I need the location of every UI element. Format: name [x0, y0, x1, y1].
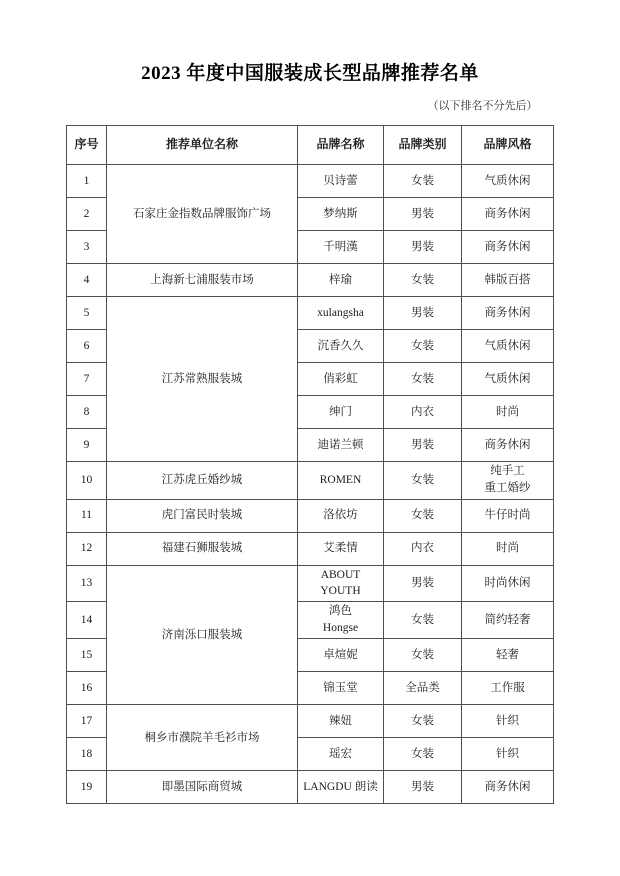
brand-line-1: 鸿色 [329, 604, 352, 617]
category-cell: 男装 [384, 297, 462, 330]
brand-cell: 锦玉堂 [298, 672, 384, 705]
category-cell: 女装 [384, 165, 462, 198]
serial-cell: 6 [67, 330, 107, 363]
style-cell: 针织 [462, 738, 554, 771]
serial-cell: 18 [67, 738, 107, 771]
brand-cell: ROMEN [298, 462, 384, 500]
category-cell: 男装 [384, 231, 462, 264]
unit-cell: 桐乡市濮院羊毛衫市场 [107, 705, 298, 771]
header-brand-name: 品牌名称 [298, 126, 384, 165]
style-cell: 工作服 [462, 672, 554, 705]
serial-cell: 11 [67, 499, 107, 532]
category-cell: 男装 [384, 429, 462, 462]
category-cell: 男装 [384, 198, 462, 231]
style-cell: 轻奢 [462, 639, 554, 672]
table-header-row [67, 126, 554, 165]
category-cell: 女装 [384, 499, 462, 532]
header-recommending-unit: 推荐单位名称 [107, 126, 298, 165]
brand-cell: 卓煊妮 [298, 639, 384, 672]
style-cell: 气质休闲 [462, 330, 554, 363]
serial-cell: 3 [67, 231, 107, 264]
brand-cell: 梦纳斯 [298, 198, 384, 231]
brand-cell: 迪诺兰顿 [298, 429, 384, 462]
brand-line-2: Hongse [322, 622, 359, 635]
serial-cell: 14 [67, 601, 107, 639]
table-row [67, 771, 554, 804]
style-cell: 气质休闲 [462, 363, 554, 396]
style-cell: 韩版百搭 [462, 264, 554, 297]
unit-cell: 福建石狮服装城 [107, 532, 298, 565]
brand-cell [298, 601, 384, 639]
style-line-2: 重工婚纱 [484, 482, 531, 495]
category-cell: 内衣 [384, 532, 462, 565]
header-brand-category: 品牌类别 [384, 126, 462, 165]
brand-cell: 沉香久久 [298, 330, 384, 363]
unit-cell: 济南泺口服装城 [107, 565, 298, 705]
category-cell: 全品类 [384, 672, 462, 705]
category-cell: 女装 [384, 705, 462, 738]
serial-cell: 12 [67, 532, 107, 565]
table-row [67, 705, 554, 738]
header-brand-style: 品牌风格 [462, 126, 554, 165]
style-cell: 商务休闲 [462, 771, 554, 804]
category-cell: 内衣 [384, 396, 462, 429]
category-cell: 男装 [384, 771, 462, 804]
style-cell: 牛仔时尚 [462, 499, 554, 532]
serial-cell: 19 [67, 771, 107, 804]
serial-cell: 8 [67, 396, 107, 429]
brand-cell: ABOUT YOUTH [298, 565, 384, 601]
brand-cell: 洛依坊 [298, 499, 384, 532]
unit-cell: 虎门富民时装城 [107, 499, 298, 532]
category-cell: 女装 [384, 639, 462, 672]
category-cell: 男装 [384, 565, 462, 601]
brand-cell: 绅门 [298, 396, 384, 429]
ranking-note: （以下排名不分先后） [427, 100, 538, 112]
serial-cell: 4 [67, 264, 107, 297]
category-cell: 女装 [384, 601, 462, 639]
serial-cell: 15 [67, 639, 107, 672]
unit-cell: 上海新七浦服装市场 [107, 264, 298, 297]
header-serial-number: 序号 [67, 126, 107, 165]
category-cell: 女装 [384, 264, 462, 297]
category-cell: 女装 [384, 330, 462, 363]
brand-cell: xulangsha [298, 297, 384, 330]
brand-cell: 艾柔情 [298, 532, 384, 565]
serial-cell: 5 [67, 297, 107, 330]
style-cell: 时尚 [462, 396, 554, 429]
table-row [67, 499, 554, 532]
table-row [67, 165, 554, 198]
brand-cell: LANGDU 朗读 [298, 771, 384, 804]
brand-cell: 辣妞 [298, 705, 384, 738]
table-row [67, 532, 554, 565]
brand-cell: 俏彩虹 [298, 363, 384, 396]
table-row [67, 297, 554, 330]
category-cell: 女装 [384, 462, 462, 500]
serial-cell: 16 [67, 672, 107, 705]
table-row [67, 264, 554, 297]
table-row [67, 565, 554, 601]
brand-cell: 贝诗蕾 [298, 165, 384, 198]
brand-cell: 千明漢 [298, 231, 384, 264]
serial-cell: 7 [67, 363, 107, 396]
style-cell: 时尚 [462, 532, 554, 565]
style-cell: 商务休闲 [462, 231, 554, 264]
category-cell: 女装 [384, 363, 462, 396]
style-cell [462, 462, 554, 500]
brand-cell: 瑶宏 [298, 738, 384, 771]
serial-cell: 13 [67, 565, 107, 601]
unit-cell: 江苏常熟服装城 [107, 297, 298, 462]
category-cell: 女装 [384, 738, 462, 771]
style-line-1: 纯手工 [490, 465, 525, 477]
serial-cell: 2 [67, 198, 107, 231]
serial-cell: 17 [67, 705, 107, 738]
style-cell: 商务休闲 [462, 297, 554, 330]
style-cell: 简约轻奢 [462, 601, 554, 639]
style-cell: 针织 [462, 705, 554, 738]
style-cell: 气质休闲 [462, 165, 554, 198]
style-cell: 商务休闲 [462, 429, 554, 462]
style-cell: 商务休闲 [462, 198, 554, 231]
serial-cell: 1 [67, 165, 107, 198]
style-cell: 时尚休闲 [462, 565, 554, 601]
unit-cell: 即墨国际商贸城 [107, 771, 298, 804]
table-row [67, 462, 554, 500]
serial-cell: 9 [67, 429, 107, 462]
serial-cell: 10 [67, 462, 107, 500]
brand-cell: 梓瑜 [298, 264, 384, 297]
brand-recommendation-table [66, 125, 554, 804]
page-title: 2023 年度中国服装成长型品牌推荐名单 [141, 63, 479, 84]
unit-cell: 江苏虎丘婚纱城 [107, 462, 298, 500]
unit-cell: 石家庄金指数品牌服饰广场 [107, 165, 298, 264]
